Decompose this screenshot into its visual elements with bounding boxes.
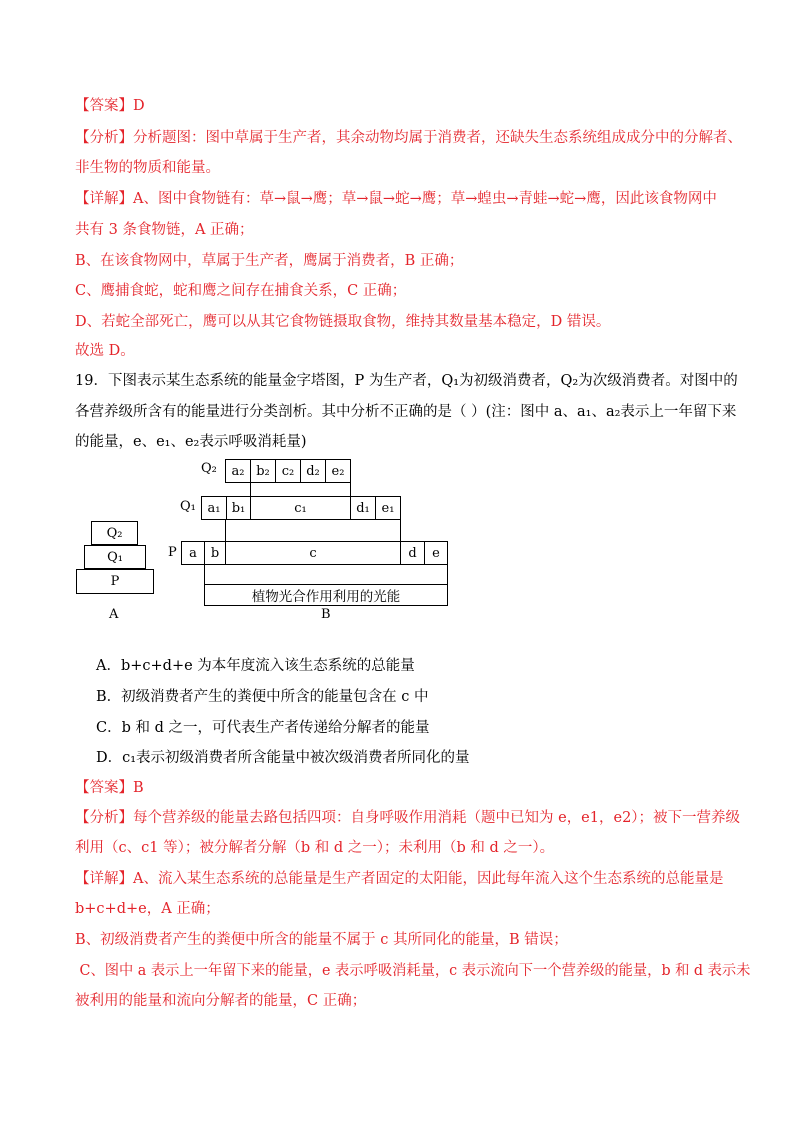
pyramid-q2-label: Q₂ [106,525,123,541]
q19-stem-line-3: 的能量，e、e₁、e₂表示呼吸消耗量) [75,434,307,450]
detail-text: A、流入某生态系统的总能量是生产者固定的太阳能，因此每年流入这个生态系统的总能量是 [133,871,724,887]
option-b: B．初级消费者产生的粪便中所含的能量包含在 c 中 [96,689,429,705]
bracket-line [400,519,401,541]
q1-cell-a1: a₁ [201,496,227,520]
detail-19-line-5: 被利用的能量和流向分解者的能量，C 正确； [75,993,367,1009]
pyramid-q2-box [91,521,138,545]
analysis-text: 分析题图：图中草属于生产者，其余动物均属于消费者，还缺失生态系统组成成分中的分解者、 [133,130,742,146]
figure-a-caption: A [109,607,119,622]
detail-tag: 【详解】 [75,191,133,207]
answer-value: D [133,98,145,114]
detail-18-line-2: 共有 3 条食物链，A 正确； [75,222,254,238]
p-cell-d: d [400,541,425,565]
analysis-19-line-2: 利用（c、c1 等）；被分解者分解（b 和 d 之一）；未利用（b 和 d 之一）。 [75,840,555,856]
light-energy-label: 植物光合作用利用的光能 [251,589,401,605]
analysis-18-line-2: 非生物的物质和能量。 [75,160,220,176]
answer-value: B [133,780,144,796]
detail-19-line-1 [75,869,723,889]
detail-tag: 【详解】 [75,871,133,887]
pyramid-p-box [76,569,154,594]
detail-19-line-3: B、初级消费者产生的粪便中所含的能量不属于 c 其所同化的能量，B 错误； [75,932,568,948]
p-cell-c: c [225,541,401,565]
bracket-line [204,564,205,584]
bracket-line [447,564,448,584]
bracket-line [250,482,251,496]
p-cell-a: a [181,541,205,565]
option-a: A．b+c+d+e 为本年度流入该生态系统的总能量 [96,658,415,674]
detail-18-conclusion: 故选 D。 [75,343,135,359]
analysis-text: 每个营养级的能量去路包括四项：自身呼吸作用消耗（题中已知为 e，e1，e2）；被下一营养级 [133,810,741,826]
pyramid-q1-label: Q₁ [107,549,123,565]
q1-cell-b1: b₁ [226,496,251,520]
bracket-line [225,519,226,541]
p-row-label: P [168,545,177,560]
detail-18-line-1 [75,189,717,209]
analysis-tag: 【分析】 [75,810,133,826]
option-d: D．c₁表示初级消费者所含能量中被次级消费者所同化的量 [96,750,470,766]
q2-cell-b2: b₂ [250,459,276,483]
p-cell-e: e [424,541,448,565]
q2-cell-d2: d₂ [300,459,326,483]
option-c: C．b 和 d 之一，可代表生产者传递给分解者的能量 [96,720,430,736]
q1-cell-e1: e₁ [375,496,401,520]
q2-cell-e2: e₂ [325,459,351,483]
light-energy-box [204,584,448,606]
analysis-19-line-1 [75,808,740,828]
answer-18 [75,96,145,116]
pyramid-q1-box [84,545,146,569]
figure-b-caption: B [321,607,331,622]
q2-row-label: Q₂ [201,461,217,476]
answer-19 [75,778,144,798]
q19-stem-line-1: 19．下图表示某生态系统的能量金字塔图，P 为生产者，Q₁为初级消费者，Q₂为次级消费者。对图中的 [75,373,738,389]
pyramid-p-label: P [110,574,120,589]
bracket-line [350,482,351,496]
q2-cell-a2: a₂ [225,459,251,483]
detail-19-line-4: C、图中 a 表示上一年留下来的能量，e 表示呼吸消耗量，c 表示流向下一个营养级的能量，b 和 d 表示未 [75,963,751,979]
analysis-18-line-1 [75,128,742,148]
detail-19-line-2: b+c+d+e，A 正确； [75,901,220,917]
p-cell-b: b [204,541,226,565]
q1-cell-d1: d₁ [350,496,376,520]
detail-18-line-4: C、鹰捕食蛇，蛇和鹰之间存在捕食关系，C 正确； [75,283,407,299]
answer-tag: 【答案】 [75,780,133,796]
analysis-tag: 【分析】 [75,130,133,146]
detail-text: A、图中食物链有：草→鼠→鹰；草→鼠→蛇→鹰；草→蝗虫→青蛙→蛇→鹰，因此该食物网中 [133,191,717,207]
q1-row-label: Q₁ [180,499,196,514]
q2-cell-c2: c₂ [275,459,301,483]
detail-18-line-3: B、在该食物网中，草属于生产者，鹰属于消费者，B 正确； [75,253,464,269]
q19-stem-line-2: 各营养级所含有的能量进行分类剖析。其中分析不正确的是（ ）(注：图中 a、a₁、a₂表示上一年留下来 [75,404,737,420]
q1-cell-c1: c₁ [250,496,351,520]
answer-tag: 【答案】 [75,98,133,114]
detail-18-line-5: D、若蛇全部死亡，鹰可以从其它食物链摄取食物，维持其数量基本稳定，D 错误。 [75,314,611,330]
